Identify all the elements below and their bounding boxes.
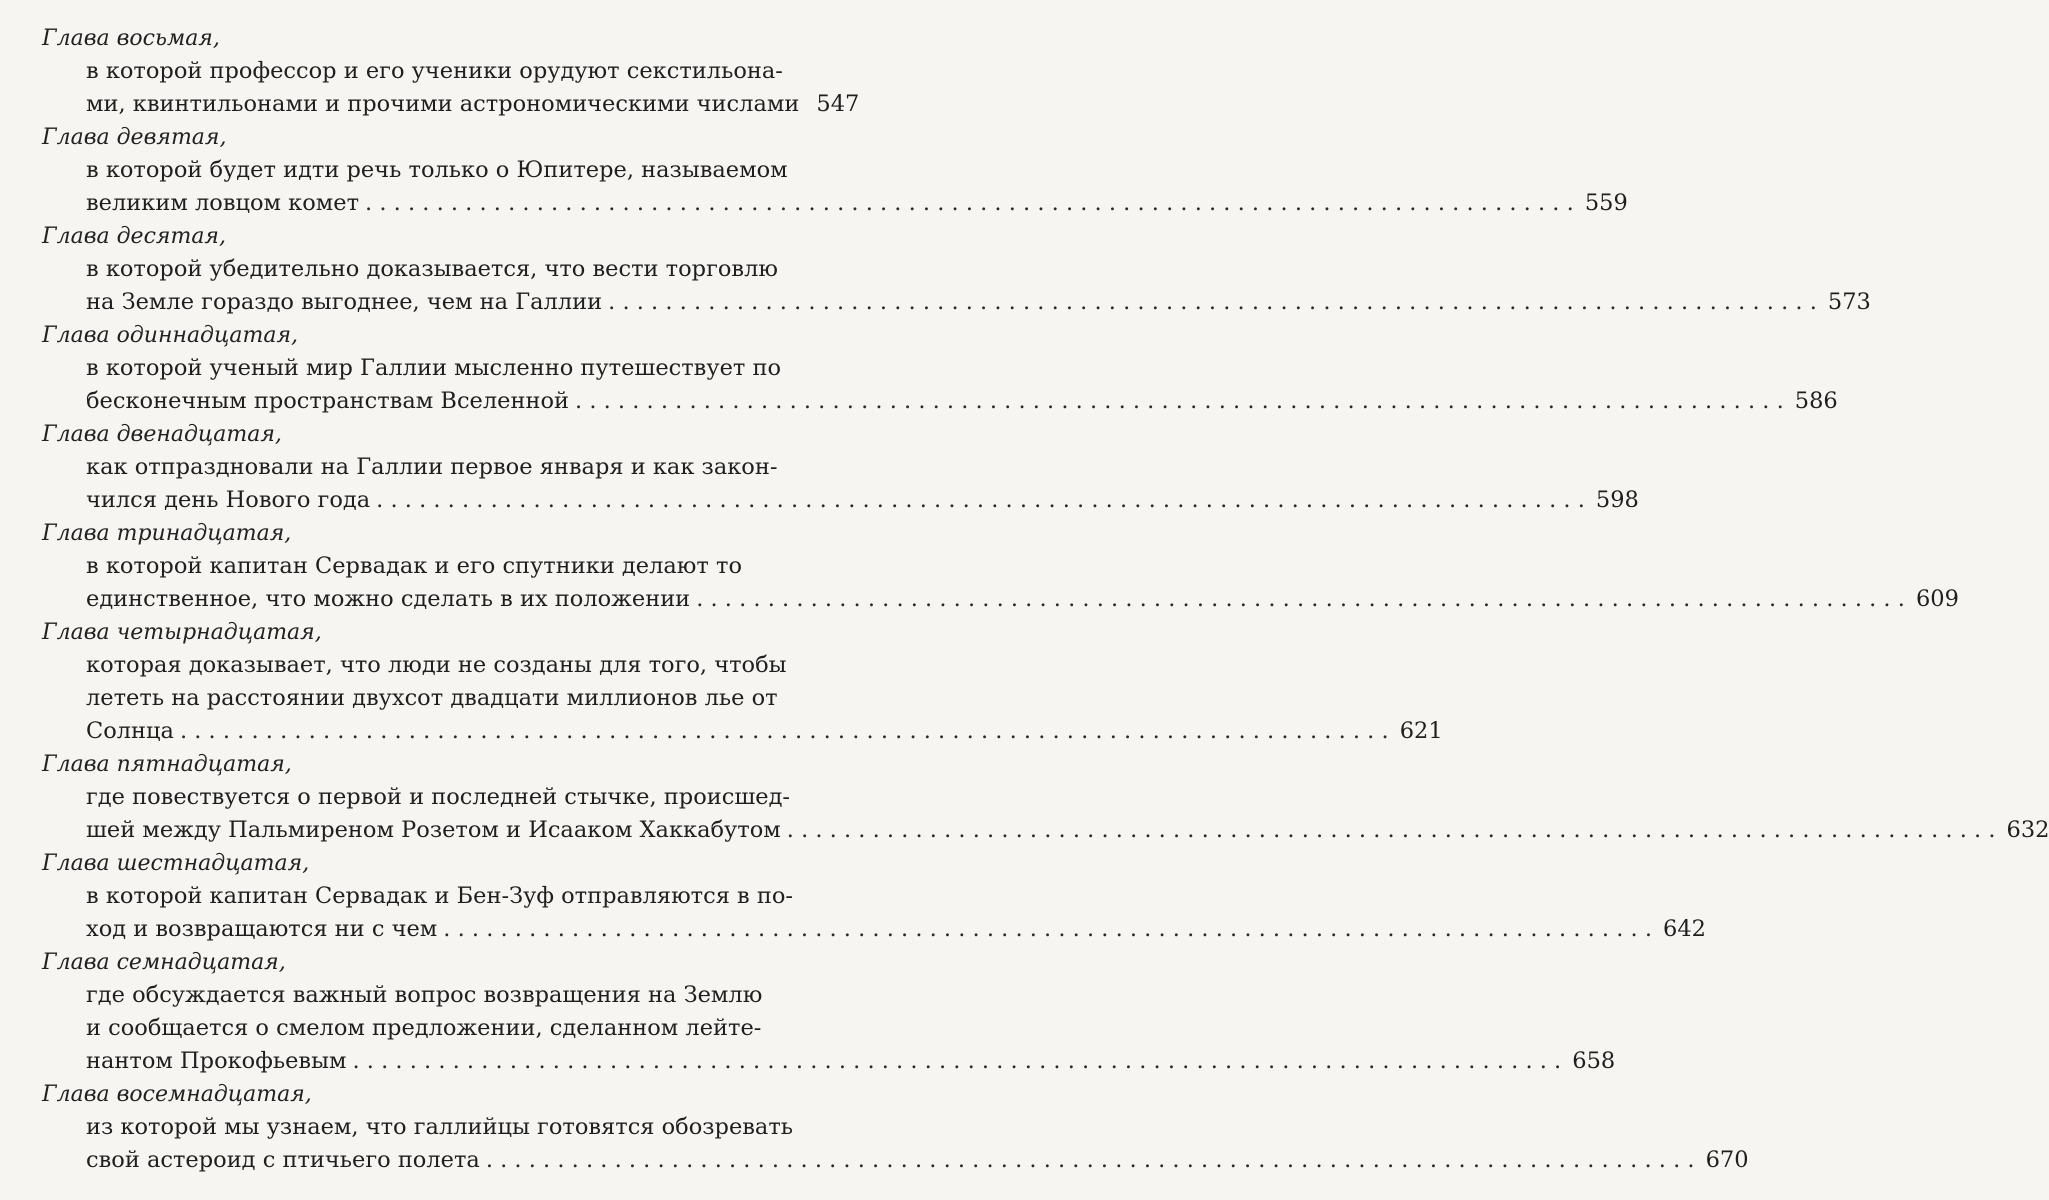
dot-leader [365,187,1574,220]
chapter-description-line [86,187,1628,220]
description-text: ми, квинтильонами и прочими астрономическими числами [86,91,800,117]
description-text: бесконечным пространствам Вселенной [86,388,570,414]
toc-entry[interactable] [0,616,1443,748]
chapter-description-line [86,253,846,286]
chapter-description-line [86,352,846,385]
chapter-heading: Глава четырнадцатая, [42,620,322,645]
chapter-description-line [86,55,846,88]
chapter-description-line [86,484,1639,517]
chapter-heading: Глава пятнадцатая, [42,752,292,777]
description-text: где повествуется о первой и последней стычке, происшед- [86,784,791,810]
chapter-description-line [86,781,846,814]
description-text: из которой мы узнаем, что галлийцы готовятся обозревать [86,1114,794,1140]
description-text: в которой капитан Сервадак и его спутники делают то [86,553,742,579]
toc-entry[interactable] [0,748,2049,847]
description-text: в которой профессор и его ученики орудуют секстильона- [86,58,783,84]
page-number: 598 [1595,487,1639,513]
dot-leader [787,814,1996,847]
chapter-heading: Глава одиннадцатая, [42,323,299,348]
description-text: лететь на расстоянии двухсот двадцати миллионов лье от [86,685,778,711]
dot-leader [486,1144,1695,1177]
page-number: 547 [816,91,860,117]
chapter-description-line [86,715,1443,748]
description-text: ход и возвращаются ни с чем [86,916,438,942]
description-text: чился день Нового года [86,487,371,513]
description-text: и сообщается о смелом предложении, сделанном лейте- [86,1015,762,1041]
description-text: шей между Пальмиреном Розетом и Исааком Хаккабутом [86,817,781,843]
toc-entry[interactable] [0,22,887,121]
chapter-description-line [86,682,846,715]
chapter-description-line [86,1111,846,1144]
description-text: как отпраздновали на Галлии первое января и как закон- [86,454,778,480]
toc-entry[interactable] [0,418,1639,517]
chapter-description-line [86,814,2049,847]
description-text: свой астероид с птичьего полета [86,1147,480,1173]
description-text: где обсуждается важный вопрос возвращения на Землю [86,982,763,1008]
page-number: 621 [1399,718,1443,744]
chapter-description-line [86,385,1838,418]
toc-entry[interactable] [0,220,1871,319]
page-number: 559 [1584,190,1628,216]
dot-leader [353,1045,1562,1078]
toc-entry[interactable] [0,121,1628,220]
page-number: 658 [1572,1048,1616,1074]
chapter-description-line [86,154,846,187]
chapter-description-line [86,649,846,682]
chapter-heading: Глава девятая, [42,125,227,150]
toc-entry[interactable] [0,319,1838,418]
page-number: 586 [1794,388,1838,414]
description-text: в которой капитан Сервадак и Бен-Зуф отправляются в по- [86,883,794,909]
dot-leader [696,583,1905,616]
description-text: в которой будет идти речь только о Юпитере, называемом [86,157,788,183]
description-text: единственное, что можно сделать в их положении [86,586,691,612]
chapter-heading: Глава десятая, [42,224,226,249]
dot-leader [608,286,1817,319]
chapter-description-line [86,979,846,1012]
page-number: 573 [1827,289,1871,315]
description-text: великим ловцом комет [86,190,360,216]
toc-entry[interactable] [0,847,1706,946]
page-number: 670 [1705,1147,1749,1173]
chapter-description-line [86,1012,846,1045]
chapter-heading: Глава семнадцатая, [42,950,286,975]
chapter-description-line [86,583,1959,616]
description-text: в которой убедительно доказывается, что вести торговлю [86,256,778,282]
chapter-description-line [86,1144,1749,1177]
chapter-heading: Глава шестнадцатая, [42,851,310,876]
page-number: 632 [2006,817,2049,843]
dot-leader [443,913,1652,946]
description-text: Солнца [86,718,174,744]
chapter-description-line [86,550,846,583]
chapter-description-line [86,880,846,913]
chapter-heading: Глава тринадцатая, [42,521,292,546]
toc-entry[interactable] [0,517,1959,616]
chapter-heading: Глава восемнадцатая, [42,1082,312,1107]
toc-entry[interactable] [0,1078,1749,1177]
page-number: 609 [1915,586,1959,612]
chapter-heading: Глава двенадцатая, [42,422,282,447]
description-text: в которой ученый мир Галлии мысленно путешествует по [86,355,782,381]
page-number: 642 [1663,916,1706,942]
chapter-description-line [86,286,1871,319]
description-text: нантом Прокофьевым [86,1048,347,1074]
dot-leader [376,484,1585,517]
description-text: на Земле гораздо выгоднее, чем на Галлии [86,289,603,315]
dot-leader [180,715,1389,748]
chapter-description-line [86,913,1706,946]
table-of-contents [0,22,2049,1177]
chapter-description-line [86,451,846,484]
dot-leader [575,385,1784,418]
chapter-description-line [86,1045,1616,1078]
toc-entry[interactable] [0,946,1616,1078]
chapter-heading: Глава восьмая, [42,26,220,51]
description-text: которая доказывает, что люди не созданы для того, чтобы [86,652,787,678]
chapter-description-line [86,88,860,121]
